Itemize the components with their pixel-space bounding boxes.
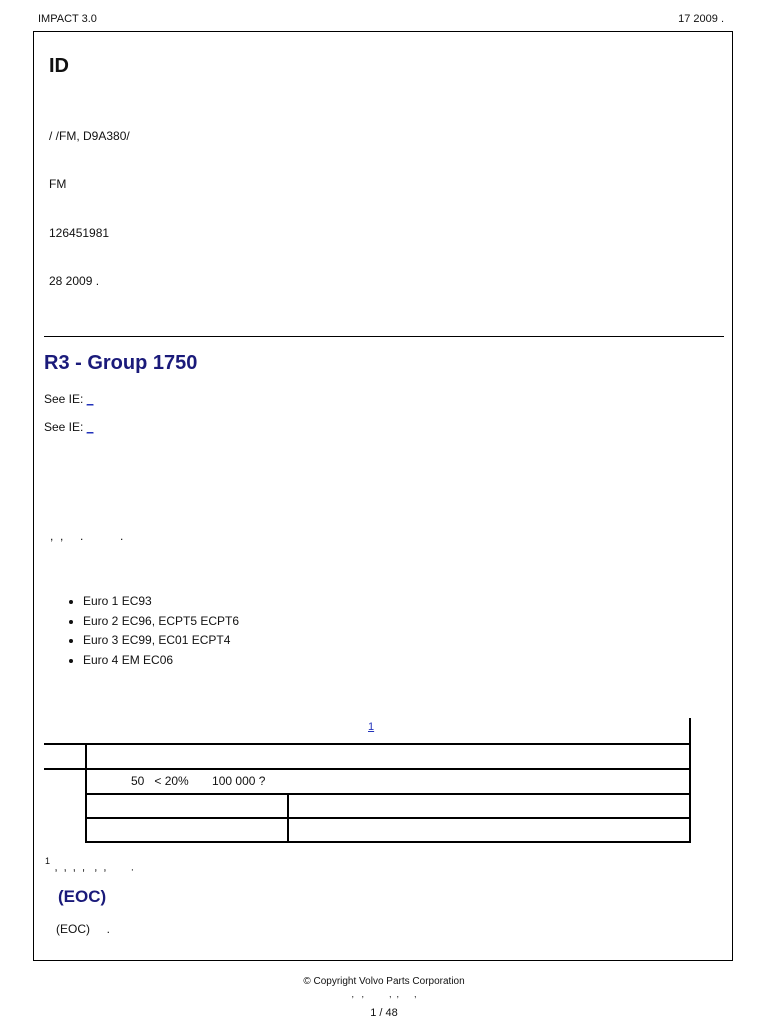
see-ie-line-1 <box>44 392 93 406</box>
eoc-text: (EOC) . <box>56 922 110 936</box>
header-date: 17 2009 . <box>678 13 724 25</box>
see-ie-link[interactable]: _ <box>86 392 94 406</box>
footnote-ref-link[interactable]: 1 <box>368 721 375 733</box>
table-rule <box>44 768 691 770</box>
id-title: ID <box>49 55 69 77</box>
copyright: © Copyright Volvo Parts Corporation <box>303 976 465 987</box>
euro-standards-list <box>60 592 239 670</box>
footnote-mark: 1 <box>45 856 51 866</box>
table-rule <box>86 817 691 819</box>
product-line: / /FM, D9A380/ <box>49 129 130 143</box>
eoc-title: (EOC) <box>58 887 107 906</box>
see-ie-label: See IE: <box>44 392 84 406</box>
footer-dots: , , , , , <box>351 989 417 999</box>
document-number: 126451981 <box>49 226 110 240</box>
list-item: • Euro 4 EM EC06 <box>83 651 239 671</box>
see-ie-line-2 <box>44 420 93 434</box>
list-item: • Euro 2 EC96, ECPT5 ECPT6 <box>83 612 239 632</box>
section-divider <box>44 336 724 337</box>
table-rule <box>86 793 691 795</box>
footnote <box>45 856 134 875</box>
page-frame <box>33 31 733 961</box>
punctuation-line: , , . . <box>50 529 124 543</box>
page-number: 1 / 48 <box>370 1007 398 1019</box>
footnote-text: , , , , , , . <box>54 861 134 874</box>
table-cell: 50 < 20% 100 000 ? <box>131 774 266 788</box>
table-rule <box>44 743 691 745</box>
app-name: IMPACT 3.0 <box>38 13 97 25</box>
document-date: 28 2009 . <box>49 274 100 288</box>
table-rule <box>86 841 691 843</box>
list-item: • Euro 3 EC99, EC01 ECPT4 <box>83 631 239 651</box>
table-right-border <box>689 718 691 843</box>
see-ie-label: See IE: <box>44 420 84 434</box>
list-item: • Euro 1 EC93 <box>83 592 239 612</box>
section-title: R3 - Group 1750 <box>44 352 198 374</box>
table-column-divider <box>85 743 87 843</box>
table-column-divider <box>287 793 289 843</box>
see-ie-link[interactable]: _ <box>86 420 94 434</box>
model-value: FM <box>49 177 67 191</box>
